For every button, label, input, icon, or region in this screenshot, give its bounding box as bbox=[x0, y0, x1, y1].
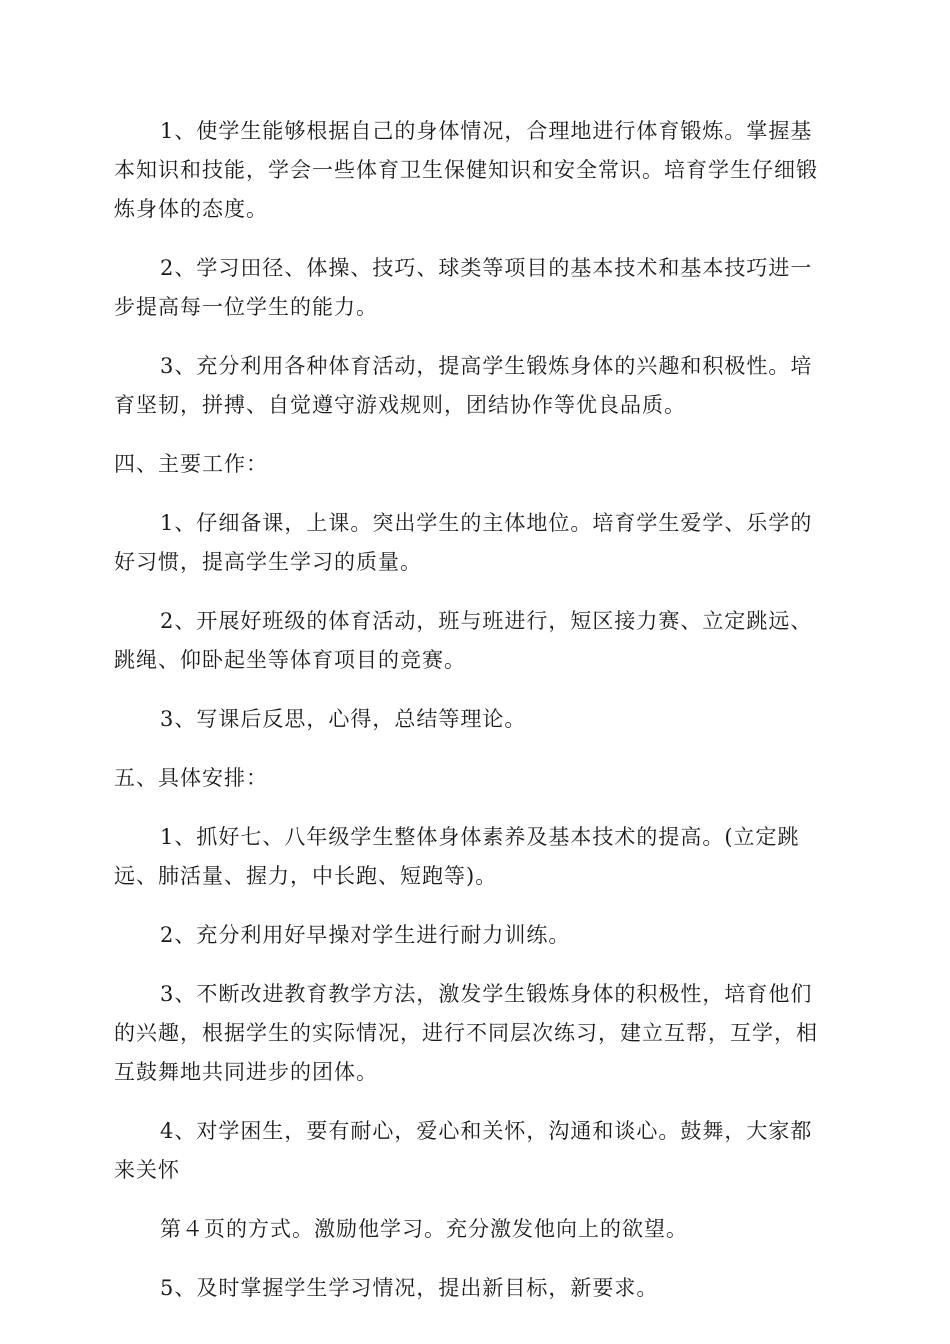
paragraph-arrangement-5: 5、及时掌握学生学习情况，提出新目标，新要求。 bbox=[160, 1276, 659, 1300]
paragraph-work-2: 2、开展好班级的体育活动，班与班进行，短区接力赛、立定跳远、跳绳、仰卧起坐等体育项目的竞赛。 bbox=[114, 609, 813, 672]
paragraph-objective-3: 3、充分利用各种体育活动，提高学生锻炼身体的兴趣和积极性。培育坚韧，拼搏、自觉遵守游戏规则，团结协作等优良品质。 bbox=[114, 354, 813, 417]
paragraph-work-1: 1、仔细备课，上课。突出学生的主体地位。培育学生爱学、乐学的好习惯，提高学生学习的质量。 bbox=[114, 511, 813, 574]
paragraph-page-continuation: 第４页的方式。激励他学习。充分激发他向上的欲望。 bbox=[160, 1217, 688, 1241]
paragraph-arrangement-1: 1、抓好七、八年级学生整体身体素养及基本技术的提高。(立定跳远、肺活量、握力，中长跑、短跑等)。 bbox=[114, 825, 800, 888]
paragraph-objective-2: 2、学习田径、体操、技巧、球类等项目的基本技术和基本技巧进一步提高每一位学生的能力。 bbox=[114, 256, 813, 319]
paragraph-arrangement-4: 4、对学困生，要有耐心，爱心和关怀，沟通和谈心。鼓舞，大家都来关怀 bbox=[114, 1119, 813, 1182]
paragraph-arrangement-2: 2、充分利用好早操对学生进行耐力训练。 bbox=[160, 923, 571, 947]
paragraph-work-3: 3、写课后反思，心得，总结等理论。 bbox=[160, 707, 527, 731]
paragraph-arrangement-3: 3、不断改进教育教学方法，激发学生锻炼身体的积极性，培育他们的兴趣，根据学生的实际情况，进行不同层次练习，建立互帮，互学，相互鼓舞地共同进步的团体。 bbox=[114, 982, 818, 1084]
document-body bbox=[114, 112, 834, 1308]
section-heading-arrangement: 五、具体安排： bbox=[114, 766, 268, 790]
section-heading-main-work: 四、主要工作： bbox=[114, 452, 268, 476]
paragraph-objective-1: 1、使学生能够根据自己的身体情况，合理地进行体育锻炼。掌握基本知识和技能，学会一些体育卫生保健知识和安全常识。培育学生仔细锻炼身体的态度。 bbox=[114, 119, 818, 221]
